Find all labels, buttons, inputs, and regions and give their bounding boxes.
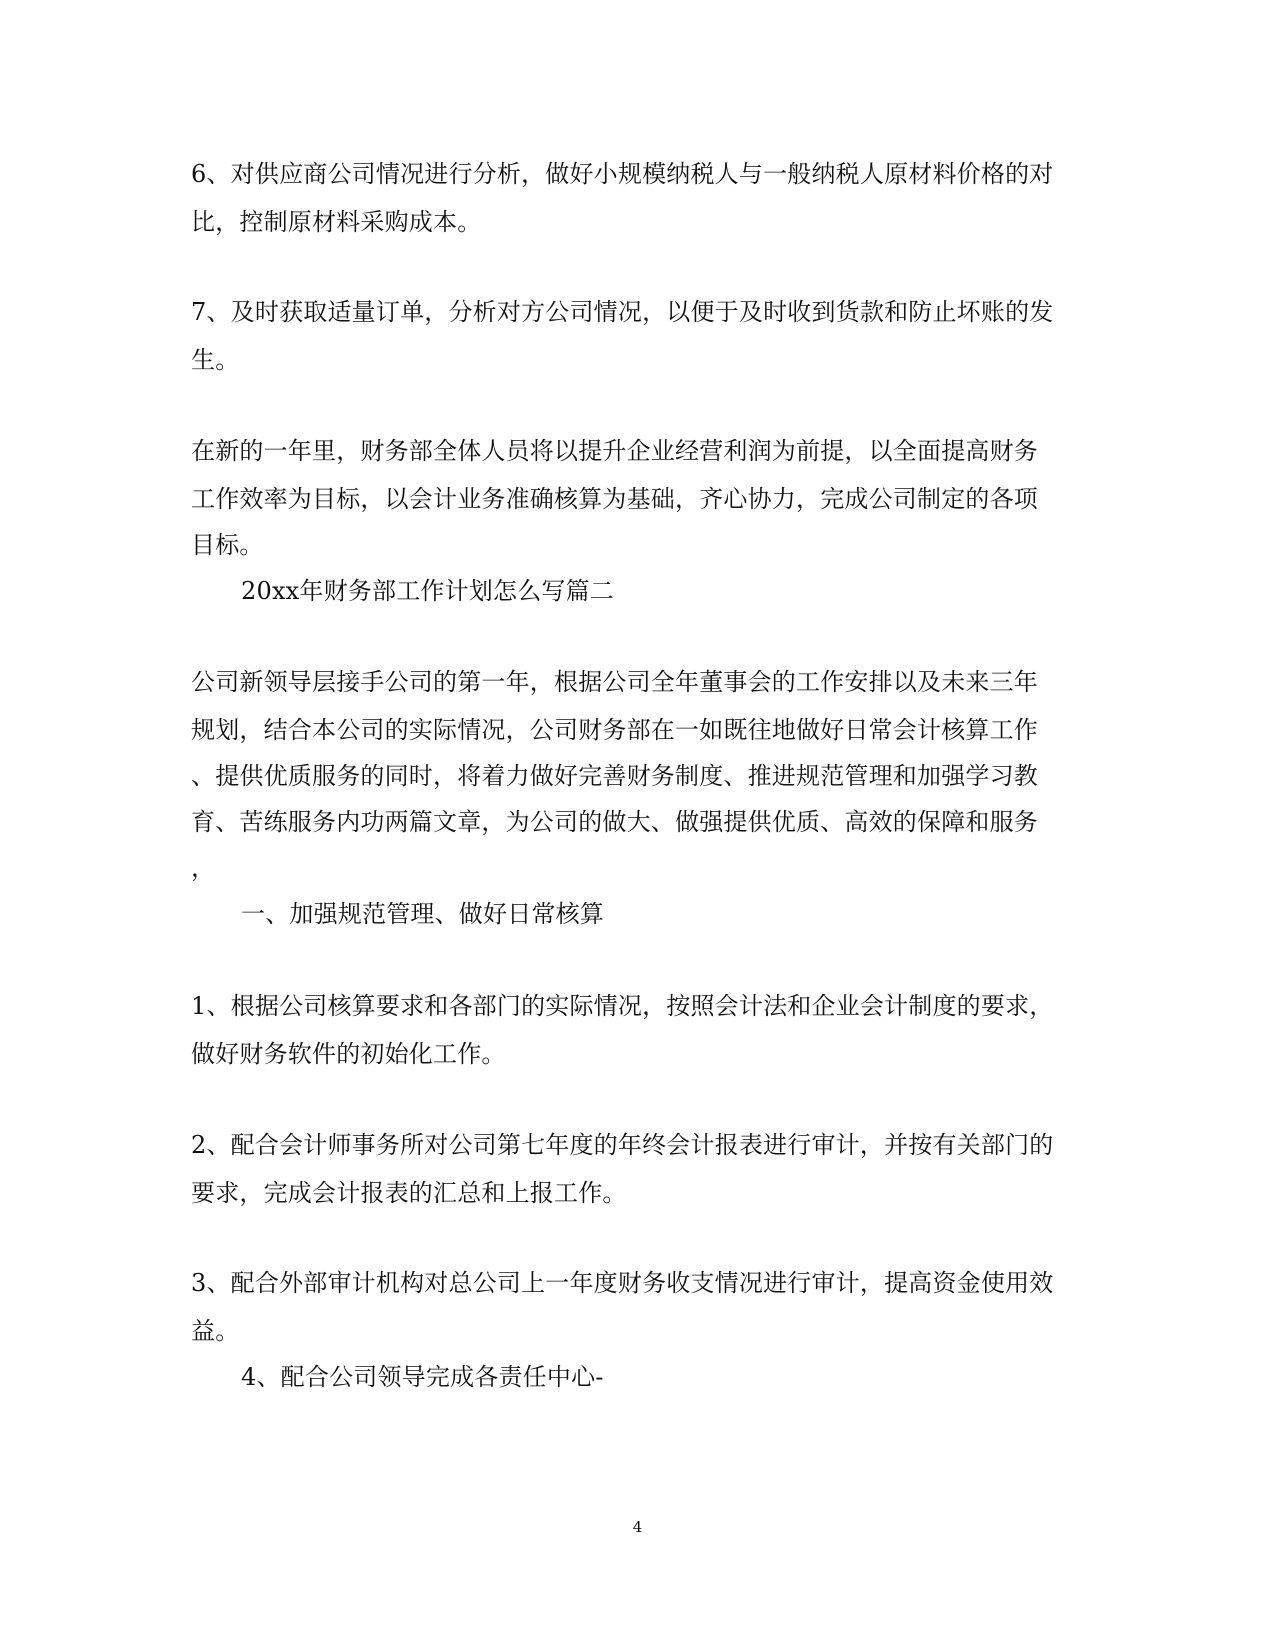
paragraph-line: 2、配合会计师事务所对公司第七年度的年终会计报表进行审计，并按有关部门的	[191, 1131, 1054, 1159]
paragraph-line: 益。	[191, 1317, 240, 1345]
paragraph-line: 生。	[191, 346, 240, 374]
section-title: 20xx年财务部工作计划怎么写篇二	[241, 577, 615, 605]
paragraph-line: ，	[191, 854, 216, 882]
paragraph-line: 3、配合外部审计机构对总公司上一年度财务收支情况进行审计，提高资金使用效	[191, 1269, 1054, 1297]
paragraph-line: 6、对供应商公司情况进行分析，做好小规模纳税人与一般纳税人原材料价格的对	[191, 160, 1054, 188]
paragraph-line: 在新的一年里，财务部全体人员将以提升企业经营利润为前提，以全面提高财务	[191, 437, 1038, 465]
paragraph-line: 、提供优质服务的同时，将着力做好完善财务制度、推进规范管理和加强学习教	[191, 762, 1038, 790]
paragraph-line: 育、苦练服务内功两篇文章，为公司的做大、做强提供优质、高效的保障和服务	[191, 808, 1038, 836]
paragraph-line: 工作效率为目标，以会计业务准确核算为基础，齐心协力，完成公司制定的各项	[191, 485, 1038, 513]
paragraph-line: 公司新领导层接手公司的第一年，根据公司全年董事会的工作安排以及未来三年	[191, 668, 1038, 696]
paragraph-line: 4、配合公司领导完成各责任中心-	[241, 1363, 604, 1391]
paragraph-line: 1、根据公司核算要求和各部门的实际情况，按照会计法和企业会计制度的要求，	[191, 992, 1054, 1020]
paragraph-line: 7、及时获取适量订单，分析对方公司情况，以便于及时收到货款和防止坏账的发	[191, 298, 1054, 326]
page-number: 4	[632, 1518, 643, 1536]
paragraph-line: 比，控制原材料采购成本。	[191, 208, 482, 236]
paragraph-line: 规划，结合本公司的实际情况，公司财务部在一如既往地做好日常会计核算工作	[191, 716, 1038, 744]
section-heading: 一、加强规范管理、做好日常核算	[241, 900, 604, 928]
paragraph-line: 要求，完成会计报表的汇总和上报工作。	[191, 1179, 627, 1207]
paragraph-line: 目标。	[191, 531, 264, 559]
paragraph-line: 做好财务软件的初始化工作。	[191, 1040, 506, 1068]
